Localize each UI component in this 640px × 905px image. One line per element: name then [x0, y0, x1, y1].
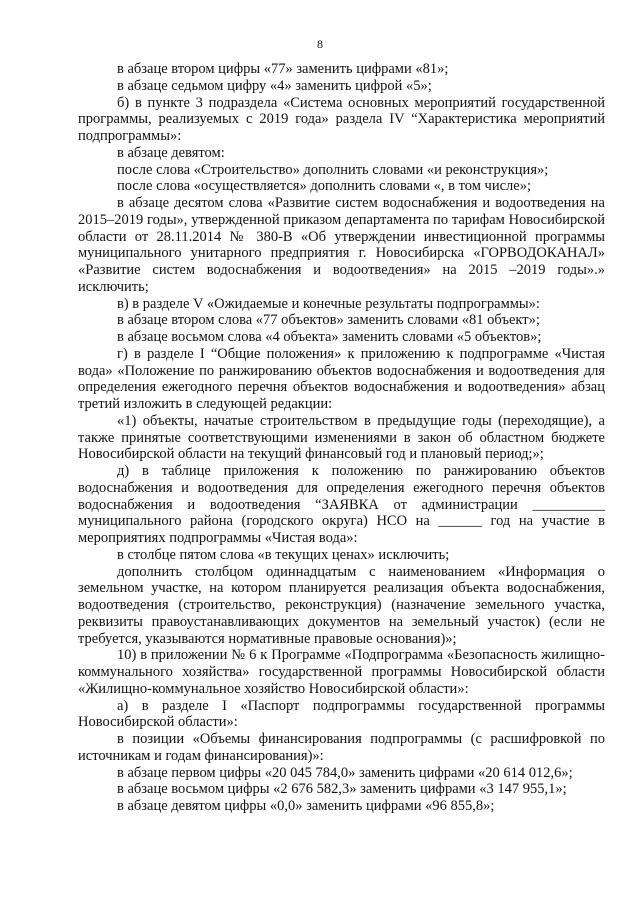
- paragraph: в абзаце девятом:: [117, 144, 225, 161]
- paragraph: в столбце пятом слова «в текущих ценах» исключить;: [117, 546, 450, 563]
- paragraph: «1) объекты, начатые строительством в предыдущие годы (переходящие), а также принятые соответствующими изменениями в закон об областном бюджете Новосибирской области на текущий финансовый год и плановый период;»;: [78, 412, 605, 463]
- paragraph: в абзаце седьмом цифру «4» заменить цифрой «5»;: [117, 77, 432, 94]
- paragraph: в абзаце первом цифры «20 045 784,0» заменить цифрами «20 614 012,6»;: [117, 764, 573, 781]
- paragraph: после слова «осуществляется» дополнить словами «, в том числе»;: [117, 178, 532, 195]
- paragraph: б) в пункте 3 подраздела «Система основных мероприятий государственной программы, реализуемых с 2019 года» раздела IV “Характеристика мероприятий подпрограммы»:: [78, 94, 605, 144]
- paragraph: в абзаце втором цифры «77» заменить цифрами «81»;: [117, 61, 449, 77]
- document-body: [78, 61, 605, 815]
- paragraph: дополнить столбцом одиннадцатым с наименованием «Информация о земельном участке, на котором планируется реализация объекта водоснабжения, водоотведения (строительство, реконструкция) (назначение земельного участка, реквизиты правоустанавливающих документов на земельный участок) (если не требуется, указываются нормативные правовые основания)»;: [78, 563, 605, 647]
- paragraph: в) в разделе V «Ожидаемые и конечные результаты подпрограммы»:: [117, 295, 540, 312]
- page-number: 8: [317, 37, 323, 51]
- paragraph: 10) в приложении № 6 к Программе «Подпрограмма «Безопасность жилищно-коммунального хозяйства» государственной программы Новосибирской области «Жилищно-коммунальное хозяйство Новосибирской области»:: [78, 647, 605, 697]
- paragraph: в абзаце десятом слова «Развитие систем водоснабжения и водоотведения на 2015–2019 годы», утвержденной приказом департамента по тарифам Новосибирской области от 28.11.2014 № 380-В «Об утверждении инвестиционной программы муниципального унитарного предприятия г. Новосибирска «ГОРВОДОКАНАЛ» «Развитие систем водоснабжения и водоотведения» на 2015 –2019 годы».» исключить;: [78, 195, 605, 295]
- paragraph: д) в таблице приложения к положению по ранжированию объектов водоснабжения и водоотведения для определения ежегодного перечня объектов водоснабжения и водоотведения “ЗАЯВКА от администрации __________ муниципального района (городского округа) НСО на ______ год на участие в мероприятиях подпрограммы «Чистая вода»:: [78, 463, 605, 546]
- paragraph: в позиции «Объемы финансирования подпрограммы (с расшифровкой по источникам и годам финансирования)»:: [78, 731, 605, 764]
- paragraph: в абзаце втором слова «77 объектов» заменить словами «81 объект»;: [117, 312, 540, 329]
- paragraph: в абзаце девятом цифры «0,0» заменить цифрами «96 855,8»;: [117, 798, 495, 814]
- paragraph: после слова «Строительство» дополнить словами «и реконструкция»;: [117, 161, 549, 178]
- paragraph: а) в разделе I «Паспорт подпрограммы государственной программы Новосибирской области»:: [78, 697, 605, 731]
- paragraph: в абзаце восьмом цифры «2 676 582,3» заменить цифрами «3 147 955,1»;: [117, 781, 567, 798]
- paragraph: в абзаце восьмом слова «4 объекта» заменить словами «5 объектов»;: [117, 329, 542, 345]
- paragraph: г) в разделе I “Общие положения» к приложению к подпрограмме «Чистая вода» «Положение по ранжированию объектов водоснабжения и водоотведения для определения ежегодного перечня объектов водоснабжения и водоотведения» абзац третий изложить в следующей редакции:: [78, 345, 605, 412]
